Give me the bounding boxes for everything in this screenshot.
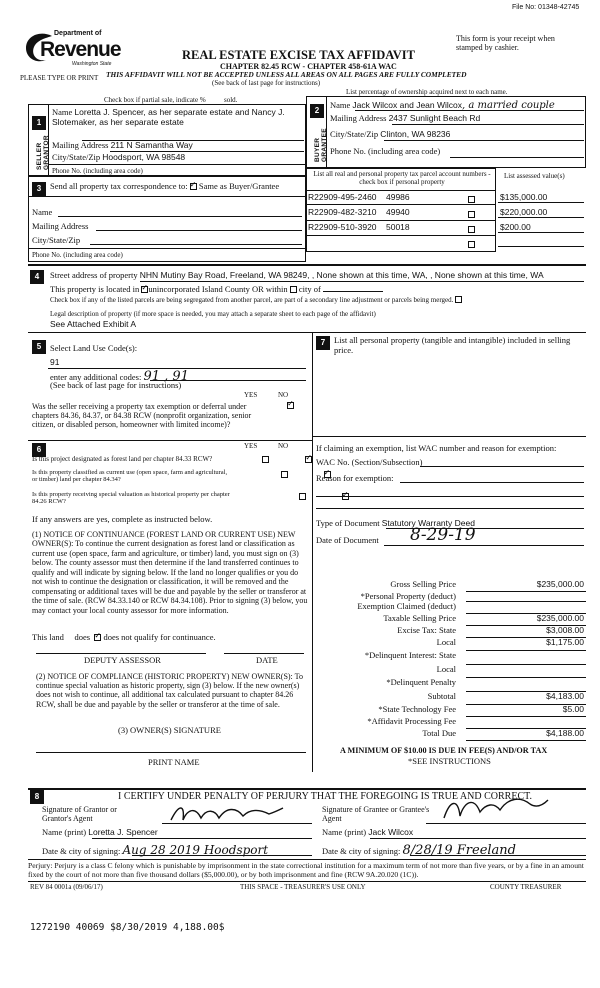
s6-q2-yes-checkbox[interactable]: [281, 471, 288, 478]
certify-statement: I CERTIFY UNDER PENALTY OF PERJURY THAT THE FOREGOING IS TRUE AND CORRECT.: [118, 791, 532, 802]
doc-date-handwritten: 8-29-19: [410, 525, 476, 545]
grantor-signature[interactable]: [165, 800, 285, 829]
percent-ownership-label: List percentage of ownership acquired next to each name.: [346, 88, 508, 96]
s6-if-any: If any answers are yes, complete as instructed below.: [32, 514, 213, 524]
buyer-name-label: Name: [330, 100, 351, 110]
buyer-name[interactable]: Jack Wilcox and Jean Wilcox: [352, 100, 463, 110]
buyer-mail[interactable]: 2437 Sunlight Beach Rd: [388, 113, 481, 123]
dor-logo: [20, 28, 130, 72]
deputy-assessor-label: DEPUTY ASSESSOR: [84, 655, 161, 665]
section-4-number: 4: [30, 270, 44, 284]
treasurer-space: THIS SPACE - TREASURER'S USE ONLY: [240, 883, 366, 891]
segregated-checkbox[interactable]: [455, 296, 462, 303]
logo-line1: Department of: [54, 30, 102, 37]
owner-signature-label: (3) OWNER(S) SIGNATURE: [118, 725, 221, 735]
buyer-side-label: BUYER GRANTEE: [314, 128, 329, 162]
corr-name-label: Name: [32, 207, 53, 217]
tax-value[interactable]: $235,000.00: [536, 579, 584, 589]
grantor-name[interactable]: Loretta J. Spencer: [88, 827, 158, 837]
seller-mail-row: [52, 141, 193, 151]
does-not-checkbox[interactable]: [94, 634, 101, 641]
grantee-date-row: [322, 844, 516, 859]
s6-q3: Is this property receiving special valuation as historical property per chapter 84.26 RCW?: [32, 491, 230, 506]
seller-city-label: City/State/Zip: [52, 152, 101, 162]
s5-yes: YES: [244, 391, 258, 399]
tax-row: [316, 651, 586, 665]
city-of-checkbox[interactable]: [290, 286, 297, 293]
unincorporated-checkbox[interactable]: [141, 286, 148, 293]
grantee-name-label: Name (print): [322, 827, 367, 837]
street-address[interactable]: NHN Mutiny Bay Road, Freeland, WA 98249, , None shown at this time, WA, , None shown at this time, WA: [139, 270, 544, 280]
tax-label: Local: [436, 664, 456, 674]
grantor-name-row: [42, 828, 158, 838]
grantee-date-handwritten: 8/28/19 Freeland: [402, 843, 516, 858]
parcel-account-2[interactable]: R22909-482-3210: [308, 207, 377, 217]
section-5-number: 5: [32, 340, 46, 354]
seller-name[interactable]: Loretta J. Spencer, as her separate estate and Nancy J. Slotemaker, as her separate estate: [52, 107, 285, 127]
s6-yes: YES: [244, 442, 258, 450]
tax-value[interactable]: $3,008.00: [546, 625, 584, 635]
seller-side-label: SELLER GRANTOR: [36, 135, 51, 170]
s6-q1-yes-checkbox[interactable]: [262, 456, 269, 463]
legal-description[interactable]: See Attached Exhibit A: [50, 319, 137, 329]
qualify-label: qualify for continuance.: [134, 632, 216, 642]
parcel-personal-checkbox-2[interactable]: [468, 211, 475, 218]
tax-label: *State Technology Fee: [378, 704, 456, 714]
tax-value[interactable]: $1,175.00: [546, 637, 584, 647]
tax-value[interactable]: $235,000.00: [536, 613, 584, 623]
form-title: REAL ESTATE EXCISE TAX AFFIDAVIT: [182, 48, 415, 62]
parcel-value-3[interactable]: $200.00: [500, 222, 531, 232]
seller-city[interactable]: Hoodsport, WA 98548: [102, 152, 186, 162]
section-7-number: 7: [316, 336, 330, 350]
parcel-account-3[interactable]: R22909-510-3920: [308, 222, 377, 232]
reason-label: Reason for exemption:: [316, 473, 394, 483]
grantor-date-handwritten: Aug 28 2019 Hoodsport: [122, 843, 269, 857]
unincorporated-label: unincorporated Island County OR within: [148, 284, 288, 294]
corr-phone-label: Phone No. (including area code): [32, 251, 123, 259]
buyer-mail-label: Mailing Address: [330, 113, 387, 123]
legal-label: Legal description of property (if more space is needed, you may attach a separate sheet to each page of the affidavit): [50, 310, 376, 318]
file-number: File No: 01348-42745: [512, 4, 580, 11]
buyer-city-row: [330, 130, 450, 140]
tax-row: [316, 678, 586, 692]
grantee-signature[interactable]: [440, 794, 550, 827]
grantor-name-label: Name (print): [42, 827, 87, 837]
land-use-code[interactable]: 91: [50, 357, 60, 367]
corr-mail-label: Mailing Address: [32, 221, 89, 231]
s6-this-land-row: [32, 633, 216, 643]
parcel-row-3: [306, 222, 531, 233]
correspondence-label: Send all property tax correspondence to:: [50, 181, 188, 191]
grantee-date-label: Date & city of signing:: [322, 846, 401, 856]
seller-phone-label: Phone No. (including area code): [52, 167, 143, 175]
s6-q2: Is this property classified as current use (open space, farm and agricultural, or timber) land per chapter 84.34?: [32, 469, 228, 484]
tax-table: [316, 580, 586, 741]
assessed-header: List assessed value(s): [504, 172, 565, 180]
this-land-label: This land: [32, 632, 64, 642]
tax-label: *Personal Property (deduct): [360, 591, 456, 601]
additional-codes-handwritten: 91 , 91: [143, 369, 189, 384]
tax-row: [316, 729, 586, 741]
cashier-stamp: 1272190 40069 $8/30/2019 4,188.00$: [30, 922, 225, 933]
grantee-name-row: [322, 828, 413, 838]
s6-q1-no-checkbox[interactable]: [305, 456, 312, 463]
s6-no: NO: [278, 442, 289, 450]
tax-label: Gross Selling Price: [390, 579, 456, 589]
land-use-see: (See back of last page for instructions): [50, 380, 182, 390]
segregated-row: [50, 296, 462, 304]
parcels-header: List all real and personal property tax parcel account numbers - check box if personal property: [313, 170, 491, 187]
section-6-number: 6: [32, 443, 46, 457]
section-1-number: 1: [32, 116, 46, 130]
does-label: does: [74, 632, 91, 642]
s5-no-checkbox[interactable]: [287, 402, 294, 409]
parcel-row-2: [306, 207, 548, 218]
tax-label: Taxable Selling Price: [383, 613, 456, 623]
seller-mail-label: Mailing Address: [52, 140, 109, 150]
partial-sale-label: Check box if partial sale, indicate %: [104, 96, 206, 104]
city-of-label: city of: [298, 284, 321, 294]
parcel-personal-checkbox-3[interactable]: [468, 226, 475, 233]
section-2-number: 2: [310, 104, 324, 118]
parcel-code-3[interactable]: 50018: [386, 222, 410, 232]
buyer-name-handwritten: , a married couple: [462, 100, 555, 111]
parcel-code-2[interactable]: 49940: [386, 207, 410, 217]
form-notice: THIS AFFIDAVIT WILL NOT BE ACCEPTED UNLESS ALL AREAS ON ALL PAGES ARE FULLY COMPLETED: [106, 70, 467, 79]
s6-notice1: (1) NOTICE OF CONTINUANCE (FOREST LAND OR CURRENT USE) NEW OWNER(S): To continue the current designation as forest land or classification as current use (open space, farm and agriculture, or timber) land, you must sign on (3) below. The county assessor must then determine if the land transferred continues to qualify and will indicate by signing below. If the land no longer qualifies or you do not wish to continue the designation or classification, it will be removed and the compensating or additional taxes will be due and payable by the seller or transferor at the time of sale. (RCW 84.33.140 or RCW 84.34.108). Prior to signing (3) below, you may contact your local county assessor for more information.: [32, 530, 308, 615]
exemption-label: If claiming an exemption, list WAC number and reason for exemption:: [316, 443, 557, 453]
grantee-name[interactable]: Jack Wilcox: [368, 827, 414, 837]
grantee-signature-label: Signature of Grantee or Grantee's Agent: [322, 805, 430, 824]
s6-q3-yes-checkbox[interactable]: [299, 493, 306, 500]
doc-type[interactable]: Statutory Warranty Deed: [381, 518, 475, 528]
tax-label: *Affidavit Processing Fee: [367, 716, 456, 726]
parcel-value-1[interactable]: $135,000.00: [500, 192, 548, 202]
minimum-due: A MINIMUM OF $10.00 IS DUE IN FEE(S) AND/OR TAX: [340, 746, 548, 755]
corr-city-label: City/State/Zip: [32, 235, 81, 245]
doc-type-label: Type of Document: [316, 518, 380, 528]
location-row: [50, 285, 383, 295]
print-name-label: PRINT NAME: [148, 757, 200, 767]
additional-codes-label: enter any additional codes:: [50, 372, 142, 382]
parcel-code-1[interactable]: 49986: [386, 192, 410, 202]
tax-label: Exemption Claimed (deduct): [357, 601, 456, 611]
seller-mail[interactable]: 211 N Samantha Way: [110, 140, 193, 150]
section-8-number: 8: [30, 790, 44, 804]
county-treasurer: COUNTY TREASURER: [490, 883, 562, 891]
parcel-personal-checkbox-1[interactable]: [468, 196, 475, 203]
see-instructions: (See back of last page for instructions): [212, 79, 321, 87]
tax-label: *Delinquent Interest: State: [364, 650, 456, 660]
buyer-mail-row: [330, 114, 480, 124]
see-instructions-bottom: *SEE INSTRUCTIONS: [408, 756, 491, 766]
s5-no: NO: [278, 391, 289, 399]
parcel-value-2[interactable]: $220,000.00: [500, 207, 548, 217]
seller-city-row: [52, 153, 185, 163]
section-3-number: 3: [32, 182, 46, 196]
perjury-statement: Perjury: Perjury is a class C felony which is punishable by imprisonment in the state correctional institution for a maximum term of not more than five years, or by a fine in an amount fixed by the court of not more than five thousand dollars ($5,000.00), or by both imprisonment and fine (RCW 9A.20.020 (1C)).: [28, 861, 584, 880]
personal-property-label: List all personal property (tangible and intangible) included in selling price.: [334, 335, 571, 355]
seller-name-label: Name: [52, 107, 73, 117]
please-type: PLEASE TYPE OR PRINT: [20, 74, 99, 82]
seller-name-row: [52, 108, 302, 128]
tax-value[interactable]: $4,183.00: [546, 691, 584, 701]
parcel-personal-checkbox-4[interactable]: [468, 241, 475, 248]
same-as-buyer-checkbox[interactable]: [190, 183, 197, 190]
deputy-date-label: DATE: [256, 655, 278, 665]
correspondence-row: [50, 182, 279, 192]
s6-notice2: (2) NOTICE OF COMPLIANCE (HISTORIC PROPERTY) NEW OWNER(S): To continue special valuation as historic property, sign (3) below. If the new owner(s) does not wish to continue, all additional tax calculated pursuant to chapter 84.26 RCW, shall be due and payable by the seller or transferor at the time of sale.: [36, 672, 303, 709]
does-not-label: does not: [103, 632, 133, 642]
sold-label: sold.: [224, 96, 238, 104]
parcel-row-1: [306, 192, 548, 203]
s6-q1: Is this project designated as forest land per chapter 84.33 RCW?: [32, 455, 213, 463]
doc-date-label: Date of Document: [316, 535, 379, 545]
tax-label: Subtotal: [427, 691, 456, 701]
same-as-buyer-label: Same as Buyer/Grantee: [198, 181, 280, 191]
located-label: This property is located in: [50, 284, 140, 294]
street-label: Street address of property: [50, 270, 138, 280]
tax-label: Local: [436, 637, 456, 647]
receipt-note: This form is your receipt when stamped by cashier.: [456, 34, 555, 53]
grantor-signature-label: Signature of Grantor or Grantor's Agent: [42, 805, 117, 824]
street-row: [50, 271, 544, 281]
buyer-phone-label: Phone No. (including area code): [330, 146, 441, 156]
form-subtitle: CHAPTER 82.45 RCW - CHAPTER 458-61A WAC: [220, 62, 397, 71]
wac-label: WAC No. (Section/Subsection): [316, 457, 423, 467]
tax-label: *Delinquent Penalty: [386, 677, 456, 687]
tax-value[interactable]: $5.00: [562, 704, 584, 714]
land-use-label: Select Land Use Code(s):: [50, 343, 138, 353]
grantor-date-label: Date & city of signing:: [42, 846, 121, 856]
form-number: REV 84 0001a (09/06/17): [30, 883, 103, 891]
exemption-question: Was the seller receiving a property tax exemption or deferral under chapters 84.36, 84.37, or 84.38 RCW (nonprofit organization, senior citizen, or disabled person, homeowner with limited income)?: [32, 402, 252, 430]
buyer-city[interactable]: Clinton, WA 98236: [380, 129, 451, 139]
logo-line2: Revenue: [40, 38, 121, 61]
tax-label: Excise Tax: State: [397, 625, 456, 635]
tax-value[interactable]: $4,188.00: [546, 728, 584, 738]
buyer-city-label: City/State/Zip: [330, 129, 379, 139]
parcel-account-1[interactable]: R22909-495-2460: [308, 192, 377, 202]
tax-label: Total Due: [422, 728, 456, 738]
logo-line3: Washington State: [72, 61, 112, 67]
segregated-label: Check box if any of the listed parcels are being segregated from another parcel, are part of a secondary line adjustment or parcels being merged.: [50, 296, 454, 304]
